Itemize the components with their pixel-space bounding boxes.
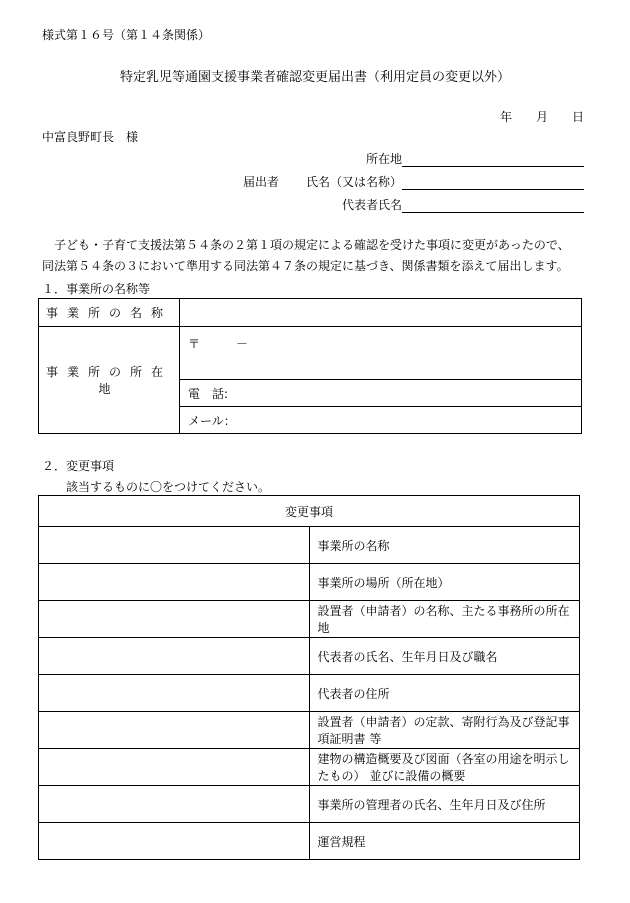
- change-item-mark-cell[interactable]: [39, 749, 310, 786]
- address-label: 所在地: [366, 152, 403, 166]
- change-item-row: [39, 823, 580, 860]
- change-item-label: 事業所の場所（所在地）: [309, 564, 580, 601]
- change-item-mark-cell[interactable]: [39, 675, 310, 712]
- postal-row: [39, 327, 582, 380]
- facility-name-label: 事業所の名称: [39, 299, 180, 327]
- name-label: 氏名（又は名称）: [306, 175, 403, 189]
- address-field-row: [366, 150, 584, 167]
- change-item-row: [39, 601, 580, 638]
- change-item-row: [39, 638, 580, 675]
- facility-info-table: [38, 298, 582, 434]
- change-item-label: 建物の構造概要及び図面（各室の用途を明示したもの） 並びに設備の概要: [309, 749, 580, 786]
- change-item-label: 設置者（申請者）の名称、主たる事務所の所在地: [309, 601, 580, 638]
- change-item-label: 代表者の氏名、生年月日及び職名: [309, 638, 580, 675]
- change-item-mark-cell[interactable]: [39, 823, 310, 860]
- facility-name-field[interactable]: [180, 299, 582, 327]
- change-item-label: 代表者の住所: [309, 675, 580, 712]
- change-item-label: 運営規程: [309, 823, 580, 860]
- facility-location-label: 事業所の所在地: [39, 327, 180, 434]
- addressee: 中富良野町長 様: [42, 130, 139, 144]
- representative-field-row: [342, 196, 584, 213]
- section1-heading: １．事業所の名称等: [42, 282, 151, 296]
- change-item-row: [39, 675, 580, 712]
- email-field[interactable]: メール：: [180, 407, 582, 434]
- change-item-label: 事業所の名称: [309, 527, 580, 564]
- facility-name-row: [39, 299, 582, 327]
- phone-field[interactable]: 電 話:: [180, 380, 582, 407]
- change-item-label: 設置者（申請者）の定款、寄附行為及び登記事項証明書 等: [309, 712, 580, 749]
- change-items-header: 変更事項: [39, 496, 580, 527]
- change-item-row: [39, 712, 580, 749]
- body-line-1: 子ども・子育て支援法第５４条の２第１項の規定による確認を受けた事項に変更があったので、: [54, 238, 570, 252]
- date-day-label: 日: [572, 110, 585, 124]
- change-item-mark-cell[interactable]: [39, 527, 310, 564]
- representative-field[interactable]: [402, 198, 584, 213]
- form-number: 様式第１６号（第１４条関係）: [42, 28, 211, 42]
- change-item-label: 事業所の管理者の氏名、生年月日及び住所: [309, 786, 580, 823]
- change-item-mark-cell[interactable]: [39, 786, 310, 823]
- change-item-mark-cell[interactable]: [39, 564, 310, 601]
- section2-heading: ２．変更事項: [42, 459, 115, 473]
- address-field[interactable]: [402, 152, 584, 167]
- postal-code-field[interactable]: 〒 －: [180, 327, 582, 380]
- date-row: [500, 108, 608, 125]
- date-month-label: 月: [536, 110, 549, 124]
- representative-label: 代表者氏名: [342, 198, 403, 212]
- name-field-row: [306, 173, 584, 190]
- change-item-row: [39, 749, 580, 786]
- date-year-label: 年: [500, 110, 513, 124]
- change-item-row: [39, 564, 580, 601]
- document-title: 特定乳児等通園支援事業者確認変更届出書（利用定員の変更以外）: [119, 70, 510, 85]
- name-field[interactable]: [402, 175, 584, 190]
- change-items-header-row: [39, 496, 580, 527]
- change-item-row: [39, 786, 580, 823]
- change-item-mark-cell[interactable]: [39, 712, 310, 749]
- body-text: [42, 235, 590, 277]
- section2-instruction: 該当するものに〇をつけてください。: [66, 480, 271, 494]
- change-items-table: [38, 495, 580, 860]
- change-item-mark-cell[interactable]: [39, 638, 310, 675]
- change-item-row: [39, 527, 580, 564]
- notifier-label: 届出者: [243, 175, 280, 189]
- change-item-mark-cell[interactable]: [39, 601, 310, 638]
- body-line-2: 同法第５４条の３において準用する同法第４７条の規定に基づき、関係書類を添えて届出します。: [42, 259, 569, 273]
